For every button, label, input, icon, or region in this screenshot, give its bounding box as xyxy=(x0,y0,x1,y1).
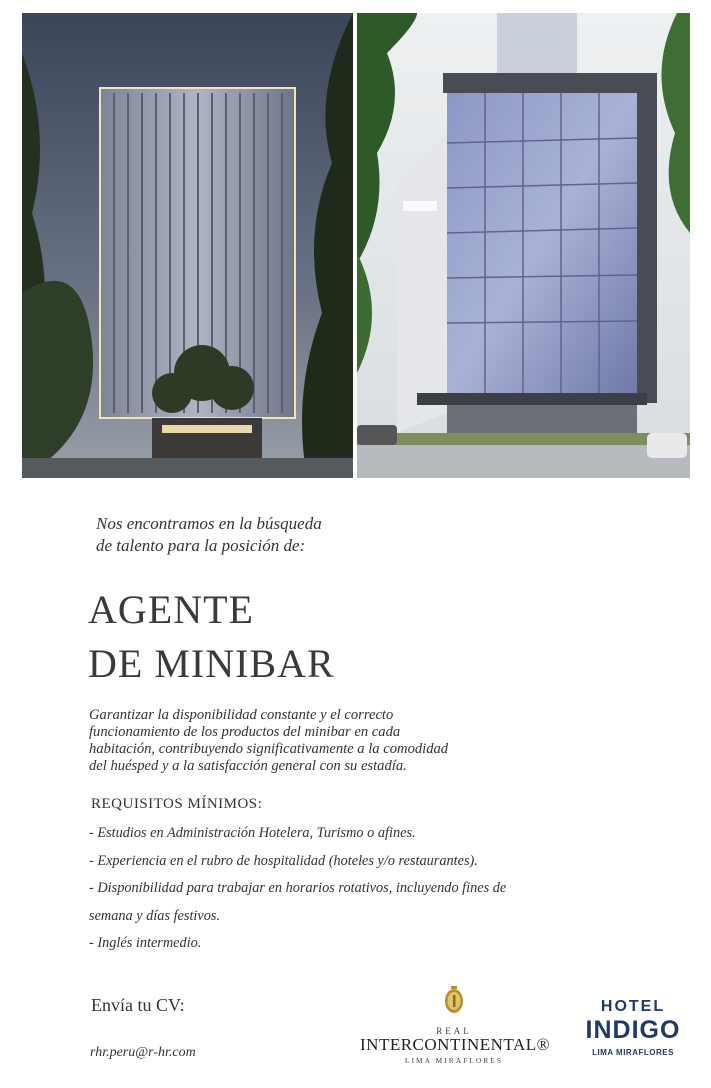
description-line: habitación, contribuyendo significativamente a la comodidad xyxy=(89,741,449,757)
description-line: funcionamiento de los productos del minibar en cada xyxy=(89,724,401,740)
intercontinental-real: REAL xyxy=(436,1026,472,1036)
intro-line: de talento para la posición de: xyxy=(96,536,306,555)
indigo-hotel-word: HOTEL xyxy=(600,998,666,1015)
requirements-list xyxy=(89,820,609,958)
requirement-item: semana y días festivos. xyxy=(89,907,221,924)
hotel-indigo-building-illustration xyxy=(357,13,690,478)
job-title-line: AGENTE xyxy=(88,587,254,632)
intercontinental-name: INTERCONTINENTAL® xyxy=(360,1035,551,1054)
job-description xyxy=(89,707,559,775)
intro-line: Nos encontramos en la búsqueda xyxy=(96,514,322,533)
requirement-item: - Experiencia en el rubro de hospitalidad (hoteles y/o restaurantes). xyxy=(89,852,478,869)
intercontinental-crest-icon xyxy=(443,985,465,1015)
requirement-item: - Disponibilidad para trabajar en horarios rotativos, incluyendo fines de xyxy=(89,880,507,896)
intercontinental-building-photo xyxy=(22,13,353,478)
description-line: del huésped y a la satisfacción general con su estadía. xyxy=(89,758,407,774)
job-title xyxy=(88,583,335,691)
description-line: Garantizar la disponibilidad constante y el correcto xyxy=(89,707,394,723)
job-title-line: DE MINIBAR xyxy=(88,641,335,686)
intercontinental-building-illustration xyxy=(22,13,353,478)
hotel-indigo-logo xyxy=(568,998,698,1057)
requirements-heading: REQUISITOS MÍNIMOS: xyxy=(91,796,263,812)
intercontinental-logo xyxy=(360,985,551,1075)
requirement-item: - Inglés intermedio. xyxy=(89,935,202,951)
requirement-item: - Estudios en Administración Hotelera, Turismo o afines. xyxy=(89,825,416,841)
indigo-location: LIMA MIRAFLORES xyxy=(592,1048,674,1057)
indigo-name: INDIGO xyxy=(585,1016,681,1044)
intro-text xyxy=(96,513,322,557)
hotel-indigo-building-photo xyxy=(357,13,690,478)
cv-email-link[interactable]: rhr.peru@r-hr.com xyxy=(90,1045,196,1060)
intercontinental-location: LIMA MIRAFLORES xyxy=(404,1056,504,1065)
send-cv-label: Envía tu CV: xyxy=(91,995,185,1015)
